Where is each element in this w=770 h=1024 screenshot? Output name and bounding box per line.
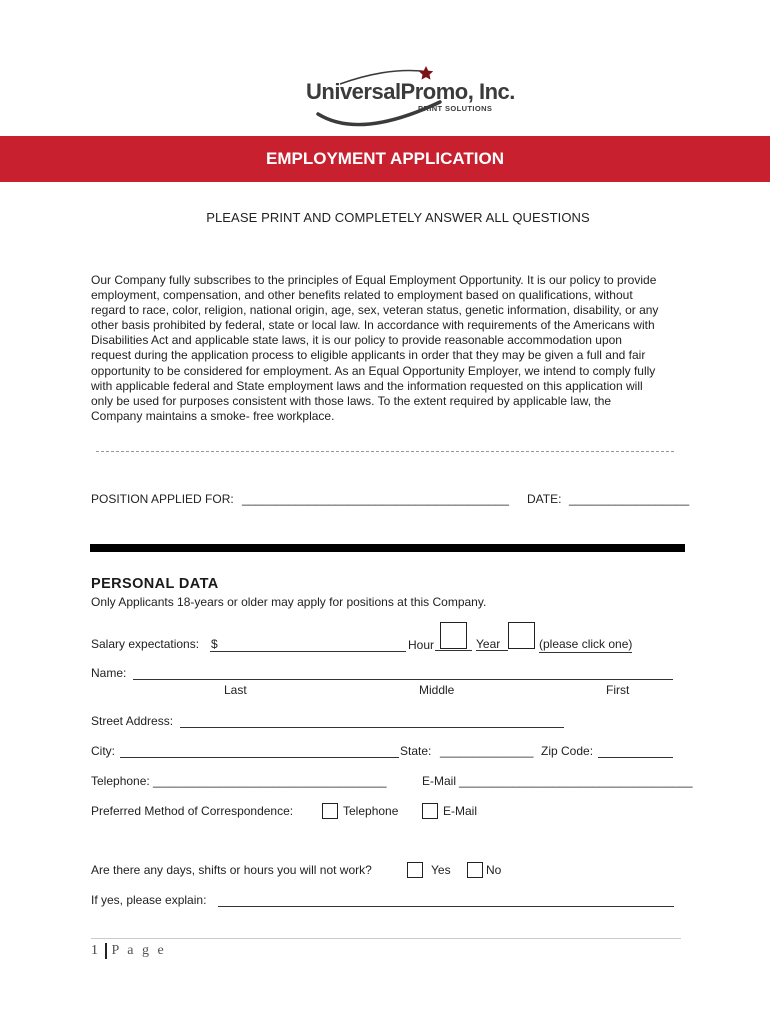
salary-note: (please click one) xyxy=(539,637,633,651)
position-label: POSITION APPLIED FOR: xyxy=(91,492,234,506)
salary-currency: $ xyxy=(211,637,218,651)
street-field[interactable] xyxy=(180,727,564,728)
no-checkbox[interactable] xyxy=(467,862,483,878)
salary-label: Salary expectations: xyxy=(91,637,200,651)
policy-line: regard to race, color, religion, national origin, age, sex, veteran status, genetic information, disability, or any xyxy=(91,303,659,318)
year-underline xyxy=(476,650,508,651)
telephone-label: Telephone: xyxy=(91,774,150,788)
explain-label: If yes, please explain: xyxy=(91,893,207,907)
email-option-label: E-Mail xyxy=(443,804,478,818)
position-field[interactable]: ________________________________________ xyxy=(242,492,509,506)
no-label: No xyxy=(486,863,502,877)
instruction-text: PLEASE PRINT AND COMPLETELY ANSWER ALL QUESTIONS xyxy=(206,210,590,225)
form-title: EMPLOYMENT APPLICATION xyxy=(266,149,504,168)
policy-line: opportunity to be considered for employment. As an Equal Opportunity Employer, we intend to comply fully xyxy=(91,363,656,378)
logo-tagline: PRINT SOLUTIONS xyxy=(418,104,493,113)
explain-field[interactable] xyxy=(218,906,674,907)
hour-label: Hour xyxy=(408,638,435,652)
page-footer-bar xyxy=(105,943,107,959)
hour-underline xyxy=(435,650,472,651)
policy-line: with applicable federal and State employment laws and the information requested on this application will xyxy=(91,378,643,393)
zip-field[interactable] xyxy=(598,757,673,758)
state-label: State: xyxy=(400,744,432,758)
name-last-caption: Last xyxy=(224,683,247,697)
policy-line: Company maintains a smoke- free workplace. xyxy=(91,408,335,423)
section-divider xyxy=(90,544,685,552)
year-checkbox[interactable] xyxy=(508,622,535,649)
telephone-option-label: Telephone xyxy=(343,804,399,818)
title-banner xyxy=(0,136,770,182)
state-field[interactable]: ______________ xyxy=(440,744,534,758)
name-field[interactable] xyxy=(133,679,673,680)
name-first-caption: First xyxy=(606,683,630,697)
hour-checkbox[interactable] xyxy=(440,622,467,649)
eeo-policy-paragraph xyxy=(91,273,691,424)
city-field[interactable] xyxy=(120,757,399,758)
salary-field[interactable] xyxy=(210,651,406,652)
section-title: PERSONAL DATA xyxy=(91,576,219,592)
email-label: E-Mail xyxy=(422,774,457,788)
year-label: Year xyxy=(476,637,501,651)
city-label: City: xyxy=(91,744,115,758)
telephone-field[interactable]: ___________________________________ xyxy=(153,774,387,788)
zip-label: Zip Code: xyxy=(541,744,594,758)
telephone-checkbox[interactable] xyxy=(322,803,338,819)
star-icon xyxy=(419,66,433,80)
street-label: Street Address: xyxy=(91,714,174,728)
days-question: Are there any days, shifts or hours you will not work? xyxy=(91,863,372,877)
date-field[interactable]: __________________ xyxy=(569,492,690,506)
company-logo xyxy=(300,62,515,132)
policy-line: only be used for purposes consistent with those laws. To the extent required by applicable law, the xyxy=(91,393,612,408)
policy-line: Disabilities Act and applicable state laws, it is our policy to provide reasonable accommodation upon xyxy=(91,333,622,348)
policy-line: request during the application process to eligible applicants in order that they may be given a full and fair xyxy=(91,348,646,363)
email-field[interactable]: ___________________________________ xyxy=(459,774,693,788)
yes-checkbox[interactable] xyxy=(407,862,423,878)
logo-brand-text: UniversalPromo, Inc. xyxy=(306,79,515,104)
date-label: DATE: xyxy=(527,492,562,506)
name-middle-caption: Middle xyxy=(419,683,455,697)
footer-rule xyxy=(91,938,681,939)
name-label: Name: xyxy=(91,666,127,680)
yes-label: Yes xyxy=(431,863,451,877)
section-subtitle: Only Applicants 18-years or older may apply for positions at this Company. xyxy=(91,595,487,609)
correspondence-label: Preferred Method of Correspondence: xyxy=(91,804,294,818)
separator-line xyxy=(96,451,674,452)
email-checkbox[interactable] xyxy=(422,803,438,819)
page-footer xyxy=(91,943,166,959)
policy-line: Our Company fully subscribes to the principles of Equal Employment Opportunity. It is our policy to provide xyxy=(91,273,657,287)
page-number: 1 xyxy=(91,943,101,958)
page-word: P a g e xyxy=(111,943,167,958)
policy-line: employment, compensation, and other benefits related to employment based on qualifications, without xyxy=(91,288,633,303)
policy-line: other basis prohibited by federal, state or local law. In accordance with requirements of the Americans with xyxy=(91,318,655,333)
